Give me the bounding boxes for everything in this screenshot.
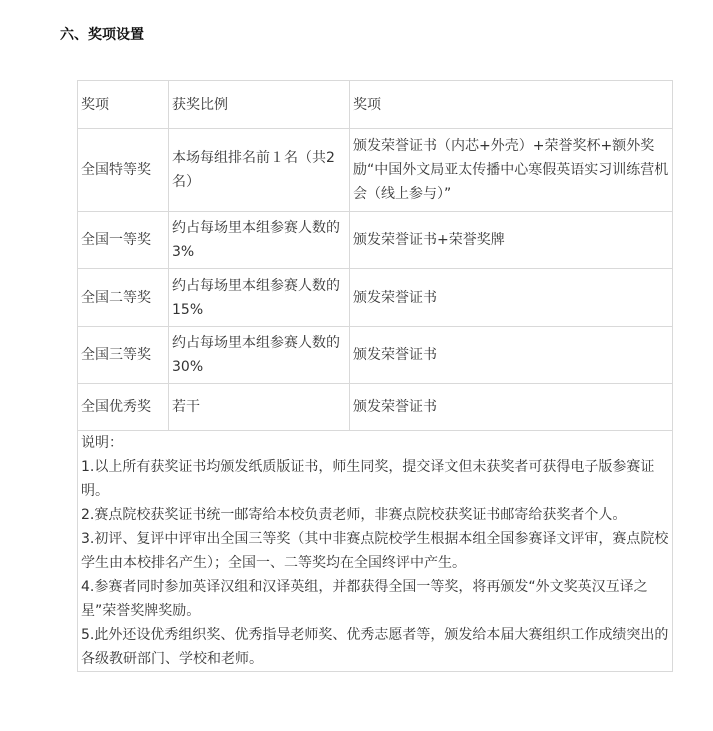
award-ratio-cell: 约占每场里本组参赛人数的 3% bbox=[169, 212, 350, 269]
table-row bbox=[78, 129, 673, 212]
award-content-cell: 颁发荣誉证书 bbox=[350, 327, 673, 384]
note-item: 2.赛点院校获奖证书统一邮寄给本校负责老师，非赛点院校获奖证书邮寄给获奖者个人。 bbox=[81, 507, 627, 523]
award-name-cell: 全国二等奖 bbox=[78, 269, 169, 327]
award-ratio-cell: 若干 bbox=[169, 384, 350, 431]
notes-row bbox=[78, 431, 673, 672]
awards-table bbox=[77, 80, 673, 672]
table-row bbox=[78, 269, 673, 327]
note-item: 4.参赛者同时参加英译汉组和汉译英组，并都获得全国一等奖，将再颁发“外文奖英汉互译之星”荣誉奖牌奖励。 bbox=[81, 579, 648, 619]
table-row bbox=[78, 327, 673, 384]
section-title: 六、奖项设置 bbox=[60, 27, 144, 43]
note-item: 1.以上所有获奖证书均颁发纸质版证书，师生同奖，提交译文但未获奖者可获得电子版参赛证明。 bbox=[81, 459, 655, 499]
award-name-cell: 全国三等奖 bbox=[78, 327, 169, 384]
note-item: 3.初评、复评中评审出全国三等奖（其中非赛点院校学生根据本组全国参赛译文评审，赛点院校学生由本校排名产生）；全国一、二等奖均在全国终评中产生。 bbox=[81, 531, 669, 571]
award-content-cell: 颁发荣誉证书 bbox=[350, 384, 673, 431]
header-award-ratio: 获奖比例 bbox=[169, 81, 350, 129]
header-award-name: 奖项 bbox=[78, 81, 169, 129]
notes-title: 说明： bbox=[81, 435, 123, 451]
award-content-cell: 颁发荣誉证书+荣誉奖牌 bbox=[350, 212, 673, 269]
award-ratio-cell: 本场每组排名前１名（共2名） bbox=[169, 129, 350, 212]
table-row bbox=[78, 384, 673, 431]
award-name-cell: 全国特等奖 bbox=[78, 129, 169, 212]
notes-cell bbox=[78, 431, 673, 672]
header-award-content: 奖项 bbox=[350, 81, 673, 129]
table-row bbox=[78, 212, 673, 269]
table-header-row bbox=[78, 81, 673, 129]
award-name-cell: 全国一等奖 bbox=[78, 212, 169, 269]
award-ratio-cell: 约占每场里本组参赛人数的 30% bbox=[169, 327, 350, 384]
award-content-cell: 颁发荣誉证书 bbox=[350, 269, 673, 327]
award-content-cell: 颁发荣誉证书（内芯+外壳）+荣誉奖杯+额外奖励“中国外文局亚太传播中心寒假英语实习训练营机会（线上参与）” bbox=[350, 129, 673, 212]
note-item: 5.此外还设优秀组织奖、优秀指导老师奖、优秀志愿者等，颁发给本届大赛组织工作成绩突出的各级教研部门、学校和老师。 bbox=[81, 627, 669, 667]
award-ratio-cell: 约占每场里本组参赛人数的 15% bbox=[169, 269, 350, 327]
award-name-cell: 全国优秀奖 bbox=[78, 384, 169, 431]
